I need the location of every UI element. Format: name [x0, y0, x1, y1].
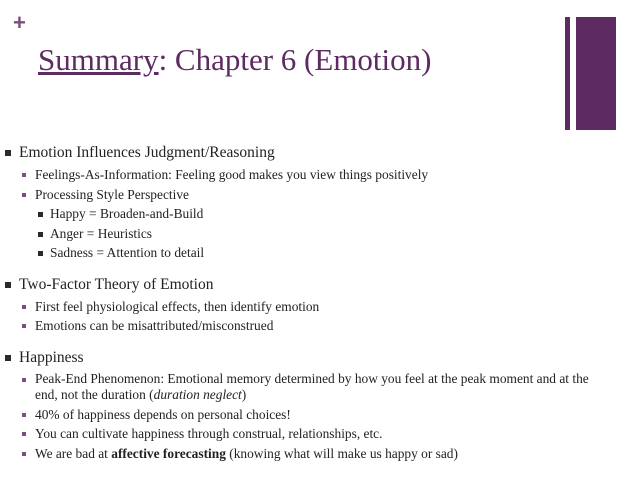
square-bullet-icon	[5, 282, 11, 288]
decorative-bar-thick	[576, 17, 616, 130]
plus-icon: +	[13, 10, 26, 35]
section-heading-emotion-judgment: Emotion Influences Judgment/Reasoning	[0, 143, 630, 162]
square-bullet-icon	[22, 193, 26, 197]
list-item: You can cultivate happiness through construal, relationships, etc.	[0, 424, 630, 444]
list-subitem: Happy = Broaden-and-Build	[0, 204, 630, 224]
square-bullet-icon	[5, 150, 11, 156]
square-bullet-icon	[22, 432, 26, 436]
section-heading-two-factor: Two-Factor Theory of Emotion	[0, 275, 630, 294]
square-bullet-icon	[22, 305, 26, 309]
square-bullet-icon	[38, 212, 43, 217]
list-subitem: Anger = Heuristics	[0, 224, 630, 244]
title-rest: : Chapter 6 (Emotion)	[158, 42, 432, 77]
title-underlined: Summary	[38, 42, 159, 77]
square-bullet-icon	[38, 251, 43, 256]
square-bullet-icon	[22, 452, 26, 456]
list-item: First feel physiological effects, then identify emotion	[0, 297, 630, 317]
list-item: Processing Style Perspective	[0, 185, 630, 205]
square-bullet-icon	[22, 413, 26, 417]
bullet-list	[0, 143, 630, 463]
list-item-affective-forecasting: We are bad at affective forecasting (knowing what will make us happy or sad)	[0, 444, 630, 464]
list-item: Feelings-As-Information: Feeling good makes you view things positively	[0, 165, 630, 185]
list-item: 40% of happiness depends on personal choices!	[0, 405, 630, 425]
square-bullet-icon	[5, 355, 11, 361]
decorative-bar-thin	[565, 17, 570, 130]
square-bullet-icon	[22, 324, 26, 328]
section-heading-happiness: Happiness	[0, 348, 630, 367]
list-subitem: Sadness = Attention to detail	[0, 243, 630, 263]
list-item-peak-end: Peak-End Phenomenon: Emotional memory determined by how you feel at the peak moment and at the end, not the duration (duration neglect)	[0, 370, 615, 405]
square-bullet-icon	[22, 378, 26, 382]
slide-title	[38, 42, 431, 78]
list-item: Emotions can be misattributed/misconstrued	[0, 316, 630, 336]
square-bullet-icon	[38, 232, 43, 237]
square-bullet-icon	[22, 173, 26, 177]
